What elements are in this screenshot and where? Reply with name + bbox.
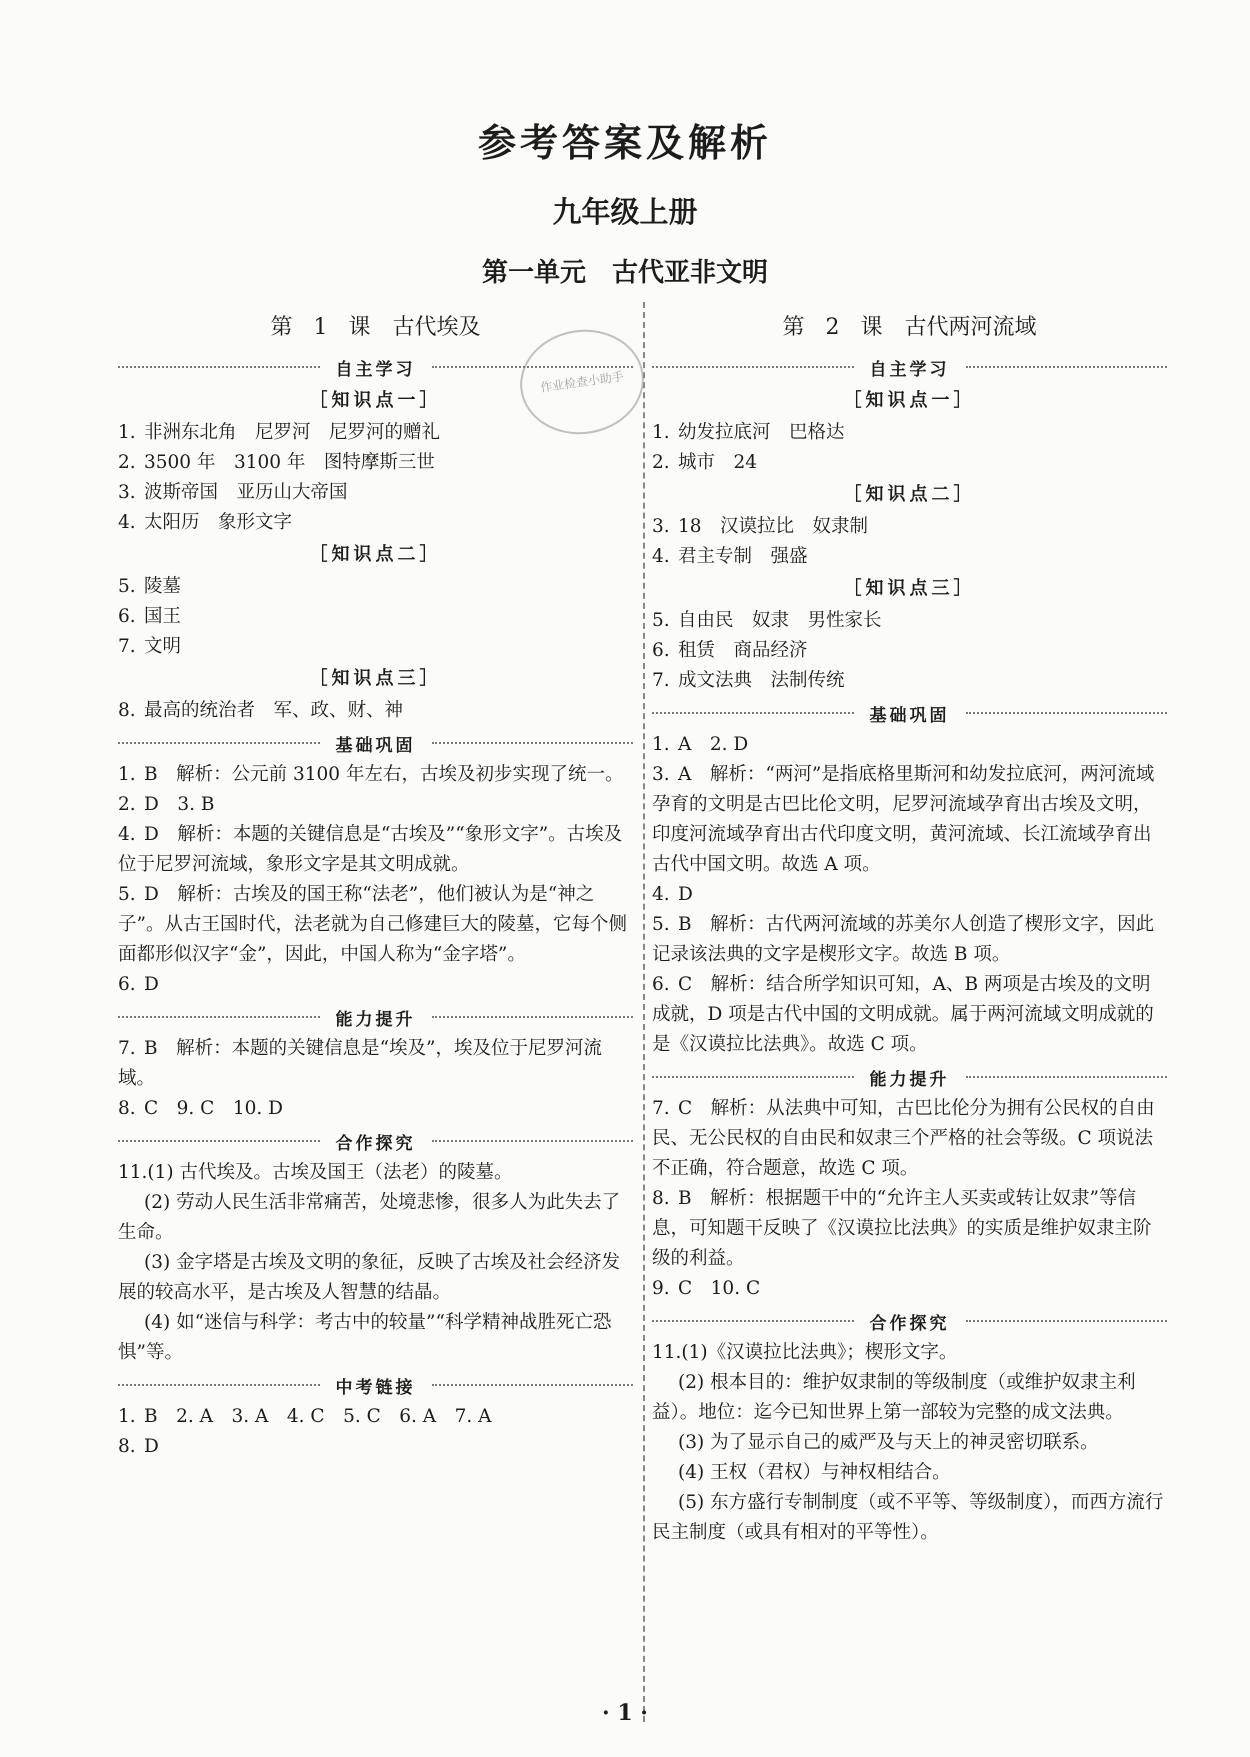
answer-item — [652, 512, 1167, 542]
item-number: 8. — [118, 1098, 136, 1119]
item-text: (1)《汉谟拉比法典》；楔形文字。 — [681, 1342, 958, 1363]
item-text: 太阳历 象形文字 — [144, 512, 293, 533]
section-header — [118, 1370, 633, 1400]
item-number: 11. — [118, 1162, 148, 1183]
item-text: C 解析：从法典中可知，古巴比伦分为拥有公民权的自由民、无公民权的自由民和奴隶三个严格的社会等级。C 项说法不正确，符合题意，故选 C 项。 — [652, 1098, 1155, 1179]
answer-item — [652, 1338, 1167, 1368]
dotted-rule — [966, 1076, 1168, 1078]
item-text: C 10. C — [678, 1278, 761, 1299]
answer-item — [652, 606, 1167, 636]
dotted-rule — [966, 366, 1168, 368]
section-label: 基础巩固 — [869, 705, 950, 726]
left-column — [118, 310, 633, 1462]
item-number: 4. — [652, 884, 670, 905]
answer-item — [652, 636, 1167, 666]
answer-item — [118, 632, 633, 662]
item-text: D — [144, 1436, 159, 1457]
answer-item — [118, 602, 633, 632]
section-label: 自主学习 — [335, 359, 416, 380]
item-text: D — [678, 884, 693, 905]
knowledge-point-label: ［知识点一］ — [843, 390, 976, 411]
item-text: B 解析：根据题干中的“允许主人买卖或转让奴隶”等信息，可知题干反映了《汉谟拉比法典》的实质是维护奴隶主阶级的利益。 — [652, 1188, 1152, 1269]
item-number: 3. — [652, 764, 670, 785]
answer-item — [118, 1432, 633, 1462]
item-text: C 解析：结合所学知识可知，A、B 两项是古埃及的文明成就，D 项是古代中国的文明成就。属于两河流域文明成就的是《汉谟拉比法典》。故选 C 项。 — [652, 974, 1154, 1055]
answer-item — [652, 1488, 1167, 1548]
dotted-rule — [652, 366, 854, 368]
answer-item — [118, 418, 633, 448]
section-label: 中考链接 — [335, 1377, 416, 1398]
answer-item — [118, 760, 633, 790]
item-text: 幼发拉底河 巴格达 — [678, 422, 845, 443]
item-text: D 解析：古埃及的国王称“法老”，他们被认为是“神之子”。从古王国时代，法老就为自己修建巨大的陵墓，它每个侧面都形似汉字“金”，因此，中国人称为“金字塔”。 — [118, 884, 627, 965]
item-number: 2. — [118, 794, 136, 815]
answer-item — [652, 1274, 1167, 1304]
answer-item — [652, 1368, 1167, 1428]
answer-item — [118, 1402, 633, 1432]
dotted-rule — [652, 712, 854, 714]
section-header — [118, 352, 633, 382]
section-header — [652, 1306, 1167, 1336]
answer-item — [652, 1458, 1167, 1488]
item-text: (5) 东方盛行专制制度（或不平等、等级制度），而西方流行民主制度（或具有相对的平等性）。 — [652, 1492, 1164, 1543]
item-number: 11. — [652, 1342, 682, 1363]
item-text: 3500 年 3100 年 图特摩斯三世 — [144, 452, 435, 473]
item-text: C 9. C 10. D — [144, 1098, 283, 1119]
item-text: B 解析：古代两河流域的苏美尔人创造了楔形文字，因此记录该法典的文字是楔形文字。故选 B 项。 — [652, 914, 1155, 965]
answer-item — [118, 820, 633, 880]
item-text: 城市 24 — [678, 452, 758, 473]
item-number: 1. — [118, 1406, 136, 1427]
dotted-rule — [118, 742, 320, 744]
item-number: 1. — [652, 422, 670, 443]
column-divider — [643, 302, 645, 1722]
watermark-stamp: 作业检查小助手 — [513, 322, 650, 442]
right-column — [652, 310, 1167, 1548]
item-text: B 解析：本题的关键信息是“埃及”，埃及位于尼罗河流域。 — [118, 1038, 603, 1089]
answer-item — [118, 1188, 633, 1248]
answer-item — [118, 696, 633, 726]
item-text: A 解析：“两河”是指底格里斯河和幼发拉底河，两河流域孕育的文明是古巴比伦文明，尼罗河流域孕育出古埃及文明，印度河流域孕育出古代印度文明，黄河流域、长江流域孕育出古代中国文明。故选 A 项。 — [652, 764, 1155, 875]
knowledge-point-label: ［知识点二］ — [843, 484, 976, 505]
answer-item — [118, 508, 633, 538]
item-text: 国王 — [144, 606, 182, 627]
item-number: 5. — [652, 914, 670, 935]
item-text: 自由民 奴隶 男性家长 — [678, 610, 882, 631]
item-text: 陵墓 — [144, 576, 182, 597]
answer-item — [118, 448, 633, 478]
item-number: 5. — [652, 610, 670, 631]
item-text: (2) 劳动人民生活非常痛苦，处境悲惨，很多人为此失去了生命。 — [118, 1192, 621, 1243]
knowledge-point-label: ［知识点三］ — [843, 578, 976, 599]
item-number: 1. — [118, 422, 136, 443]
answer-item — [652, 970, 1167, 1060]
dotted-rule — [966, 712, 1168, 714]
dotted-rule — [432, 1140, 634, 1142]
item-number: 3. — [118, 482, 136, 503]
section-label: 合作探究 — [335, 1133, 416, 1154]
answer-item — [118, 1308, 633, 1368]
item-text: A 2. D — [678, 734, 749, 755]
item-number: 7. — [652, 1098, 670, 1119]
item-text: 文明 — [144, 636, 182, 657]
item-text: 18 汉谟拉比 奴隶制 — [678, 516, 869, 537]
item-number: 5. — [118, 884, 136, 905]
answer-item — [118, 1158, 633, 1188]
section-header — [652, 698, 1167, 728]
item-number: 1. — [118, 764, 136, 785]
item-number: 8. — [118, 1436, 136, 1457]
item-text: 成文法典 法制传统 — [678, 670, 845, 691]
item-number: 1. — [652, 734, 670, 755]
section-header — [652, 1062, 1167, 1092]
item-text: 君主专制 强盛 — [678, 546, 808, 567]
item-number: 8. — [118, 700, 136, 721]
dotted-rule — [118, 1140, 320, 1142]
section-label: 自主学习 — [869, 359, 950, 380]
item-text: D 解析：本题的关键信息是“古埃及”“象形文字”。古埃及位于尼罗河流域，象形文字是其文明成就。 — [118, 824, 623, 875]
item-text: (2) 根本目的：维护奴隶制的等级制度（或维护奴隶主利益）。地位：迄今已知世界上第一部较为完整的成文法典。 — [652, 1372, 1136, 1423]
page-title: 参考答案及解析 — [477, 121, 772, 165]
section-label: 能力提升 — [869, 1069, 950, 1090]
item-text: D 3. B — [144, 794, 215, 815]
section-label: 合作探究 — [869, 1313, 950, 1334]
item-number: 9. — [652, 1278, 670, 1299]
answer-item — [652, 542, 1167, 572]
dotted-rule — [432, 1016, 634, 1018]
answer-item — [652, 1428, 1167, 1458]
item-number: 8. — [652, 1188, 670, 1209]
answer-item — [652, 730, 1167, 760]
answer-item — [118, 970, 633, 1000]
item-text: (1) 古代埃及。古埃及国王（法老）的陵墓。 — [147, 1162, 513, 1183]
item-text: 租赁 商品经济 — [678, 640, 808, 661]
item-number: 7. — [652, 670, 670, 691]
answer-item — [118, 880, 633, 970]
item-number: 4. — [652, 546, 670, 567]
answer-item — [652, 1094, 1167, 1184]
dotted-rule — [966, 1320, 1168, 1322]
answer-item — [652, 418, 1167, 448]
answer-item — [118, 1094, 633, 1124]
item-text: B 解析：公元前 3100 年左右，古埃及初步实现了统一。 — [144, 764, 624, 785]
answer-item — [118, 1034, 633, 1094]
dotted-rule — [432, 1384, 634, 1386]
item-number: 3. — [652, 516, 670, 537]
knowledge-point-label: ［知识点二］ — [309, 544, 442, 565]
dotted-rule — [432, 742, 634, 744]
item-text: 非洲东北角 尼罗河 尼罗河的赠礼 — [144, 422, 441, 443]
item-text: (3) 金字塔是古埃及文明的象征，反映了古埃及社会经济发展的较高水平，是古埃及人智慧的结晶。 — [118, 1252, 621, 1303]
item-number: 6. — [652, 974, 670, 995]
knowledge-point-label: ［知识点一］ — [309, 390, 442, 411]
dotted-rule — [432, 366, 634, 368]
dotted-rule — [118, 1384, 320, 1386]
item-text: 最高的统治者 军、政、财、神 — [144, 700, 404, 721]
section-header — [652, 352, 1167, 382]
section-header — [118, 728, 633, 758]
lesson-title: 第 1 课 古代埃及 — [270, 315, 481, 340]
item-text: B 2. A 3. A 4. C 5. C 6. A 7. A — [144, 1406, 492, 1427]
dotted-rule — [652, 1320, 854, 1322]
item-number: 6. — [652, 640, 670, 661]
item-number: 4. — [118, 512, 136, 533]
answer-item — [118, 572, 633, 602]
answer-item — [118, 478, 633, 508]
dotted-rule — [652, 1076, 854, 1078]
answer-item — [118, 1248, 633, 1308]
item-number: 4. — [118, 824, 136, 845]
lesson-title: 第 2 课 古代两河流域 — [782, 315, 1037, 340]
section-header — [118, 1002, 633, 1032]
item-text: D — [144, 974, 159, 995]
answer-item — [652, 448, 1167, 478]
answer-item — [118, 790, 633, 820]
answer-item — [652, 880, 1167, 910]
section-label: 能力提升 — [335, 1009, 416, 1030]
item-number: 2. — [652, 452, 670, 473]
unit-title: 第一单元 古代亚非文明 — [481, 258, 768, 288]
item-text: (4) 王权（君权）与神权相结合。 — [678, 1462, 951, 1483]
section-label: 基础巩固 — [335, 735, 416, 756]
grade-title: 九年级上册 — [552, 195, 698, 229]
item-number: 7. — [118, 1038, 136, 1059]
dotted-rule — [118, 1016, 320, 1018]
item-text: 波斯帝国 亚历山大帝国 — [144, 482, 348, 503]
item-number: 7. — [118, 636, 136, 657]
dotted-rule — [118, 366, 320, 368]
answer-item — [652, 1184, 1167, 1274]
answer-item — [652, 760, 1167, 880]
section-header — [118, 1126, 633, 1156]
item-text: (3) 为了显示自己的威严及与天上的神灵密切联系。 — [678, 1432, 1099, 1453]
item-number: 6. — [118, 974, 136, 995]
item-number: 5. — [118, 576, 136, 597]
answer-item — [652, 910, 1167, 970]
item-number: 2. — [118, 452, 136, 473]
item-text: (4) 如“迷信与科学：考古中的较量”“科学精神战胜死亡恐惧”等。 — [118, 1312, 612, 1363]
knowledge-point-label: ［知识点三］ — [309, 668, 442, 689]
answer-item — [652, 666, 1167, 696]
page-number: · 1 · — [602, 1700, 648, 1726]
item-number: 6. — [118, 606, 136, 627]
